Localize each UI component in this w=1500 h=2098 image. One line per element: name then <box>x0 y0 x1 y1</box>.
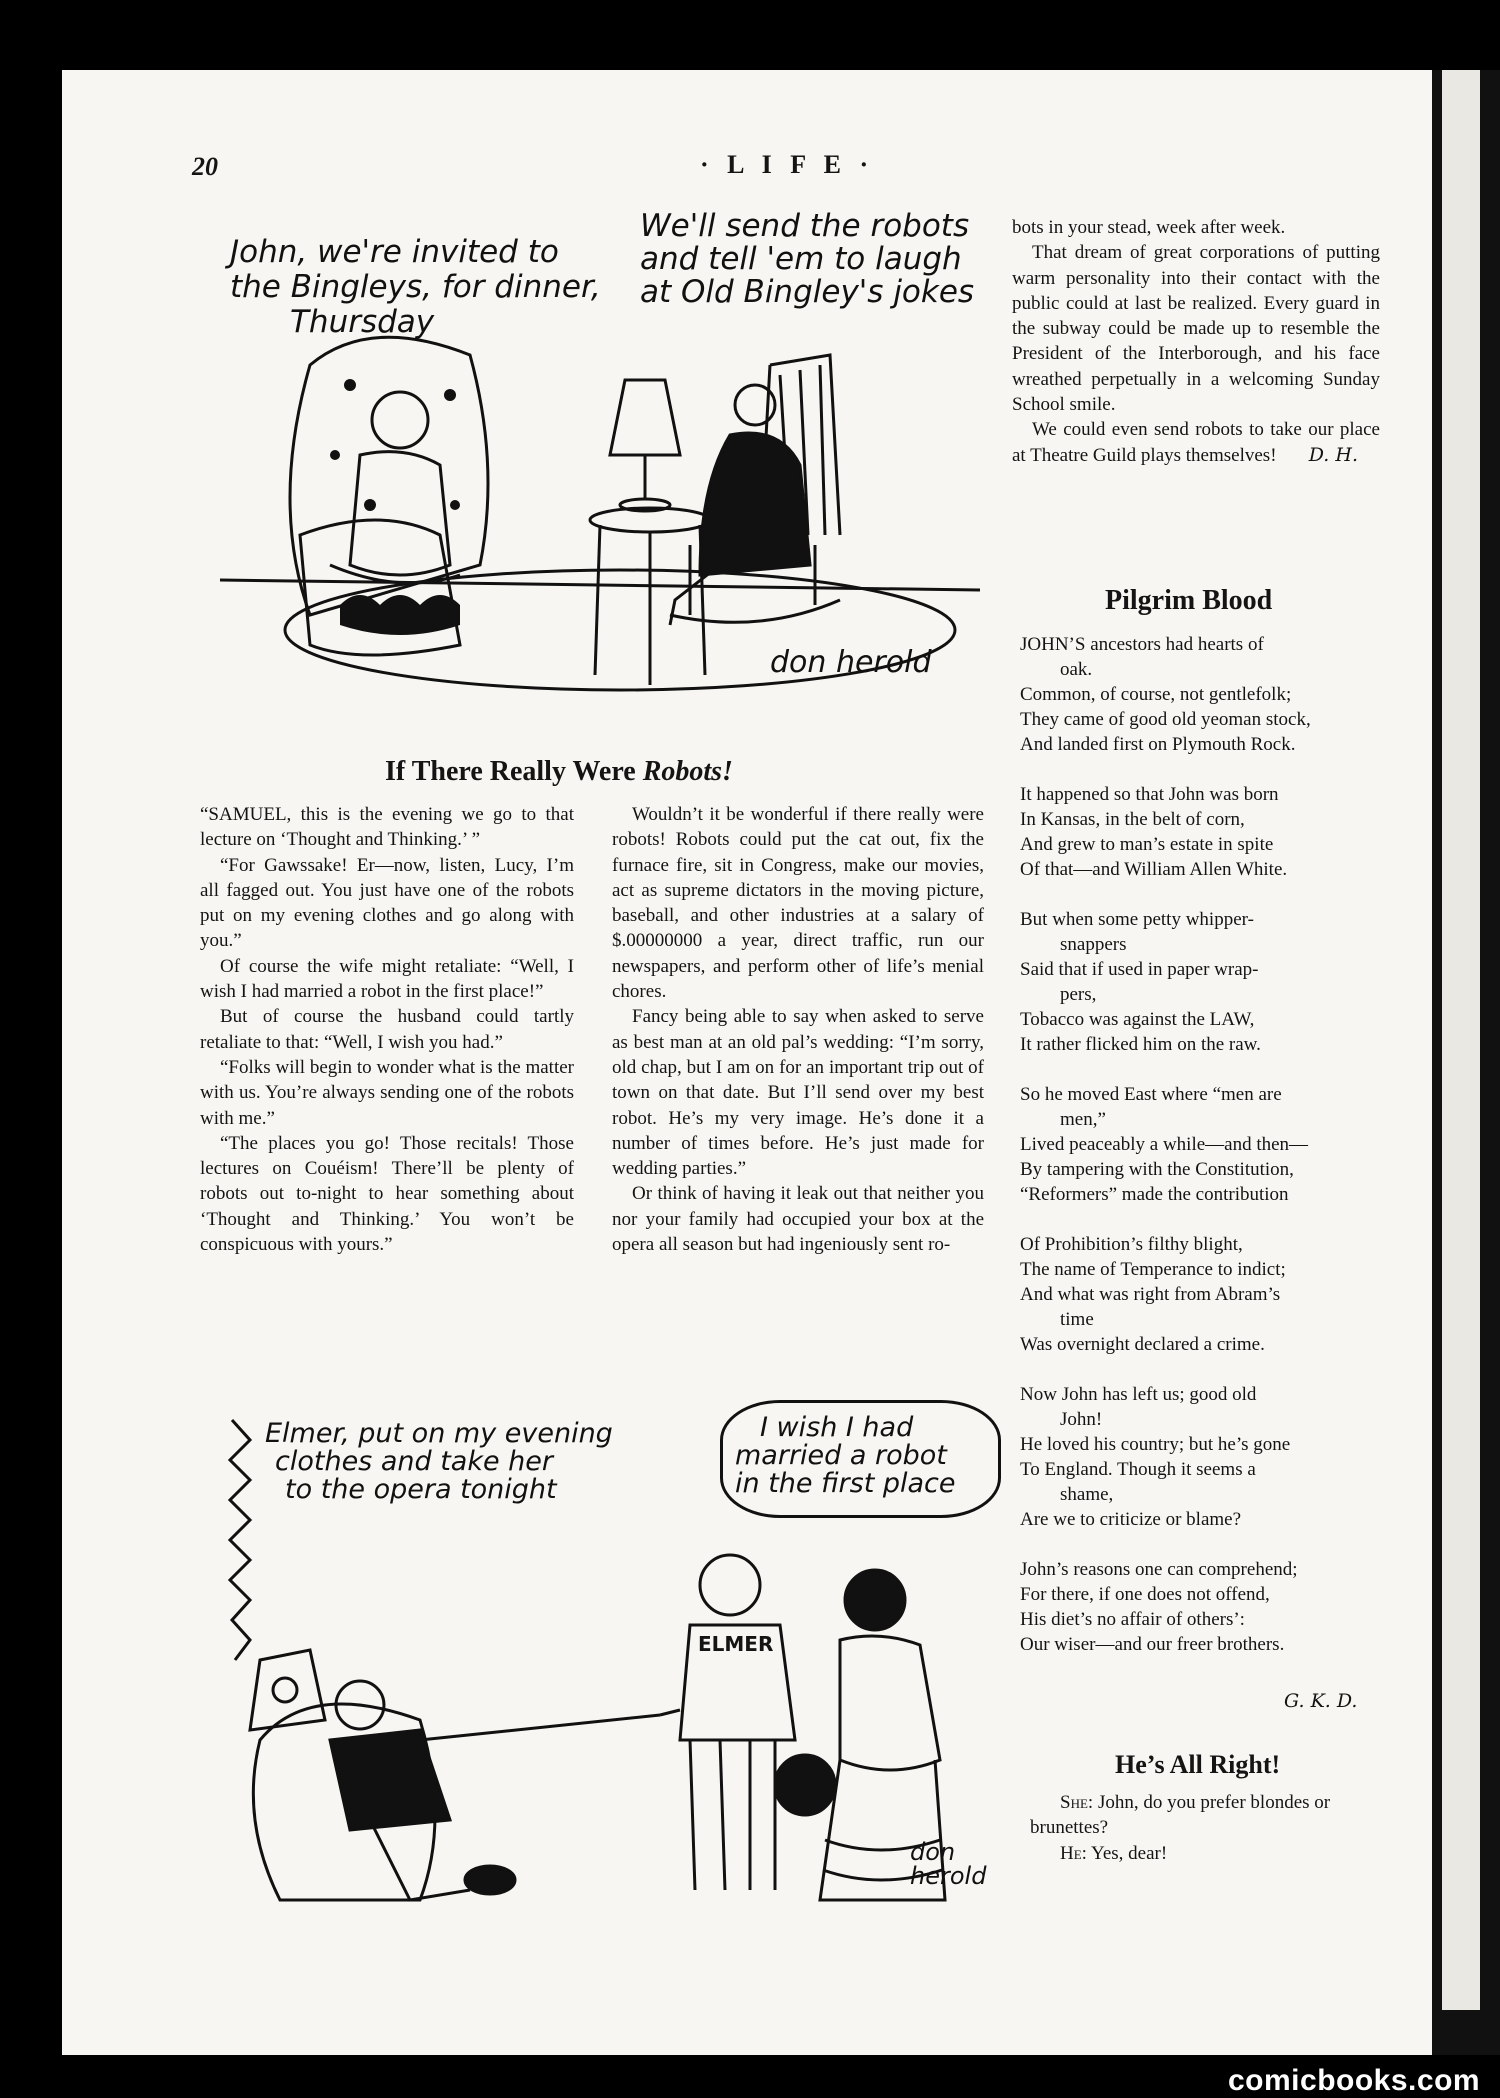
poem-line: “Reformers” made the contribution <box>1020 1184 1289 1205</box>
poem-stanza <box>1020 1557 1390 1657</box>
poem-line: men,” <box>1060 1109 1106 1130</box>
poem-line: Said that if used in paper wrap- <box>1020 959 1259 980</box>
poem-line: But when some petty whipper- <box>1020 909 1254 930</box>
magazine-title: · L I F E · <box>700 150 875 179</box>
joke-she-line: She: John, do you prefer blondes or brunettes? <box>1030 1792 1331 1839</box>
joke-title: He’s All Right! <box>1115 1750 1281 1779</box>
article-paragraph: “SAMUEL, this is the evening we go to that lecture on ‘Thought and Thinking.’ ” <box>200 804 574 851</box>
poem-stanza <box>1020 1382 1390 1532</box>
sweater-lettering: ELMER <box>698 1632 774 1656</box>
continued-paragraph: We could even send robots to take our place at Theatre Guild plays themselves! <box>1012 419 1380 466</box>
poem-stanza <box>1020 1082 1390 1207</box>
poem-line: Common, of course, not gentlefolk; <box>1020 684 1292 705</box>
article-paragraph: “Folks will begin to wonder what is the matter with us. You’re always sending one of the robots with me.” <box>200 1056 574 1129</box>
article-paragraph: Fancy being able to say when asked to serve as best man at an old pal’s wedding: “I’m sorry, old chap, but I am on for an important trip out of town on that date. But I’ll send over my best robot. He’s my very image. He’s done it a number of times before. He’s just made for wedding parties.” <box>612 1006 984 1180</box>
poem-line: Our wiser—and our freer brothers. <box>1020 1634 1285 1655</box>
cartoon-top-caption-left: John, we're invited to the Bingleys, for dinner, Thursday <box>230 234 601 340</box>
poem-line: Are we to criticize or blame? <box>1020 1509 1242 1530</box>
poem-line: pers, <box>1060 984 1097 1005</box>
poem-line: Was overnight declared a crime. <box>1020 1334 1265 1355</box>
poem-line: The name of Temperance to indict; <box>1020 1259 1286 1280</box>
poem-line: They came of good old yeoman stock, <box>1020 709 1311 730</box>
article-paragraph: But of course the husband could tartly retaliate to that: “Well, I wish you had.” <box>200 1006 574 1053</box>
poem-line: For there, if one does not offend, <box>1020 1584 1270 1605</box>
poem-line: Now John has left us; good old <box>1020 1384 1257 1405</box>
article-paragraph: Or think of having it leak out that neither you nor your family had occupied your box at the opera all season but had ingeniously sent ro- <box>612 1183 984 1256</box>
continued-paragraph: bots in your stead, week after week. <box>1012 217 1286 238</box>
joke-he-line: He: Yes, dear! <box>1060 1842 1168 1864</box>
continued-paragraph: That dream of great corporations of putting warm personality into their contact with the public could at last be realized. Every guard in the subway could be made up to resemble the President of the Interborough, and his face wreathed perpetually in a welcoming Sunday School smile. <box>1012 242 1380 416</box>
poem-line: Tobacco was against the LAW, <box>1020 1009 1255 1030</box>
poem-line: Of that—and William Allen White. <box>1020 859 1288 880</box>
poem-line: And what was right from Abram’s <box>1020 1284 1281 1305</box>
cartoon-top <box>200 205 990 705</box>
poem-line: oak. <box>1060 659 1093 680</box>
author-initials-gkd: G. K. D. <box>1284 1690 1358 1712</box>
poem-line: John! <box>1060 1409 1103 1430</box>
poem-line: So he moved East where “men are <box>1020 1084 1282 1105</box>
poem-line: snappers <box>1060 934 1127 955</box>
article-paragraph: Of course the wife might retaliate: “Well, I wish I had married a robot in the first place!” <box>200 955 574 1003</box>
article-title: If There Really Were Robots! <box>385 756 733 787</box>
next-page-edge <box>1442 70 1480 2010</box>
poem-line: JOHN’S ancestors had hearts of <box>1020 634 1264 655</box>
poem-body <box>1020 632 1390 1682</box>
poem-line: It happened so that John was born <box>1020 784 1279 805</box>
cartoon-bottom-drawing <box>220 1400 1010 1925</box>
author-initials-dh: D. H. <box>1308 443 1358 466</box>
poem-stanza <box>1020 1232 1390 1357</box>
article-paragraph: “The places you go! Those recitals! Those lectures on Couéism! There’ll be plenty of robots out to-night to hear something about ‘Thought and Thinking.’ You won’t be conspicuous with yours.” <box>200 1132 574 1256</box>
poem-line: In Kansas, in the belt of corn, <box>1020 809 1245 830</box>
poem-line: It rather flicked him on the raw. <box>1020 1034 1261 1055</box>
poem-line: Of Prohibition’s filthy blight, <box>1020 1234 1243 1255</box>
poem-line: To England. Though it seems a <box>1020 1459 1256 1480</box>
article-paragraph: Wouldn’t it be wonderful if there really were robots! Robots could put the cat out, fix the furnace fire, sit in Congress, make our movies, act as supreme dictators in the moving picture, baseball, and other industries at a salary of $.00000000 a year, direct traffic, run our newspapers, and perform other of life’s menial chores. <box>612 804 984 1003</box>
poem-line: And grew to man’s estate in spite <box>1020 834 1274 855</box>
continued-article-column <box>1012 215 1380 468</box>
poem-line: His diet’s no affair of others’: <box>1020 1609 1245 1630</box>
poem-title: Pilgrim Blood <box>1105 585 1273 616</box>
cartoon-bottom-caption-right: I wish I had married a robot in the first place <box>735 1412 956 1499</box>
poem-line: By tampering with the Constitution, <box>1020 1159 1294 1180</box>
poem-line: time <box>1060 1309 1094 1330</box>
cartoon-top-drawing <box>200 205 990 705</box>
poem-stanza <box>1020 907 1390 1057</box>
poem-line: He loved his country; but he’s gone <box>1020 1434 1291 1455</box>
poem-line: Lived peaceably a while—and then— <box>1020 1134 1309 1155</box>
poem-stanza <box>1020 632 1390 757</box>
poem-line: And landed first on Plymouth Rock. <box>1020 734 1296 755</box>
poem-line: John’s reasons one can comprehend; <box>1020 1559 1298 1580</box>
article-column-1 <box>200 802 574 1257</box>
article-paragraph: “For Gawssake! Er—now, listen, Lucy, I’m all fagged out. You just have one of the robots put on my evening clothes and go along with you.” <box>200 854 574 952</box>
cartoon-top-artist-signature: don herold <box>770 645 932 680</box>
poem-line: shame, <box>1060 1484 1114 1505</box>
article-column-2 <box>612 802 984 1257</box>
cartoon-bottom-artist-signature: don herold <box>910 1838 987 1890</box>
cartoon-bottom-caption-left: Elmer, put on my evening clothes and take her to the opera tonight <box>265 1418 613 1505</box>
watermark: comicbooks.com <box>1228 2064 1481 2097</box>
cartoon-top-caption-right: We'll send the robots and tell 'em to laugh at Old Bingley's jokes <box>640 208 975 310</box>
cartoon-bottom <box>220 1400 1010 1925</box>
joke-body <box>1030 1790 1392 1866</box>
poem-stanza <box>1020 782 1390 882</box>
page-number: 20 <box>192 152 218 181</box>
